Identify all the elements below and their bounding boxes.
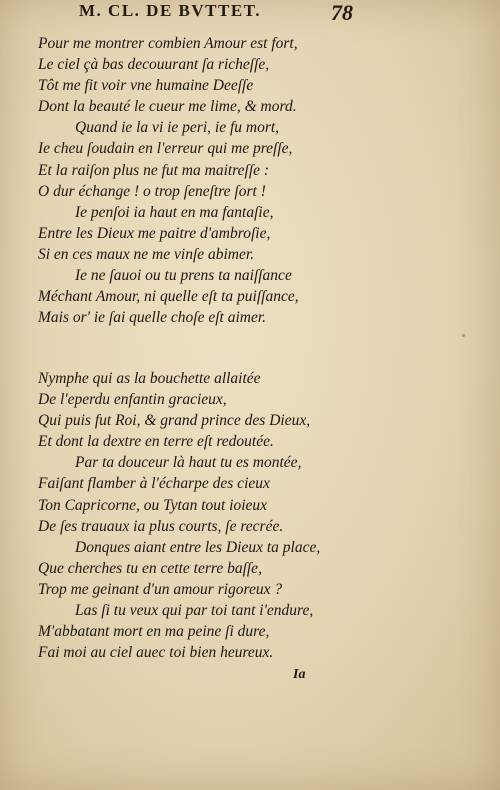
verse-line: Tôt me fit voir vne humaine Deeſſe	[38, 77, 254, 95]
verse-line: De ſes trauaux ia plus courts, ſe recrée.	[38, 517, 284, 535]
ink-spot	[462, 334, 465, 337]
running-head: M. CL. DE BVTTET.	[79, 1, 261, 20]
verse-line: Las ſi tu veux qui par toi tant i'endure,	[75, 602, 314, 620]
verse-line: Que cherches tu en cette terre baſſe,	[38, 559, 262, 577]
verse-line: Si en ces maux ne me vinſe abimer.	[38, 245, 255, 263]
verse-line: Pour me montrer combien Amour est fort,	[38, 35, 298, 52]
sonnet-2	[0, 368, 500, 663]
verse-line: Ie ne ſauoi ou tu prens ta naiſſance	[75, 267, 292, 285]
verse-line: Dont la beauté le cueur me lime, & mord.	[38, 98, 297, 116]
verse-line: Mais or' ie ſai quelle choſe eſt aimer.	[38, 309, 267, 327]
verse-line: Le ciel çà bas decouurant ſa richeſſe,	[38, 56, 270, 74]
verse-line: Trop me geinant d'un amour rigoreux ?	[38, 580, 283, 598]
verse-line: Donques aiant entre les Dieux ta place,	[75, 538, 321, 556]
sonnet-1	[0, 33, 500, 328]
catchword: Ia	[293, 667, 306, 682]
page-number: 78	[331, 0, 353, 25]
verse-line: O dur échange ! o trop ſeneſtre ſort !	[38, 182, 266, 200]
verse-line: De l'eperdu enfantin gracieux,	[38, 391, 227, 409]
verse-line: Ie cheu ſoudain en l'erreur qui me preſſe,	[38, 140, 293, 158]
verse-line: Entre les Dieux me paitre d'ambroſie,	[38, 224, 271, 242]
verse-line: Faiſant flamber à l'écharpe des cieux	[38, 475, 270, 493]
verse-line: Fai moi au ciel auec toi bien heureux.	[38, 644, 274, 662]
verse-line: Méchant Amour, ni quelle eſt ta puiſſance,	[38, 288, 299, 306]
verse-line: Nymphe qui as la bouchette allaitée	[38, 370, 261, 387]
verse-line: Ie penſoi ia haut en ma fantaſie,	[75, 203, 274, 221]
verse-line: Quand ie la vi ie peri, ie fu mort,	[75, 119, 280, 137]
page-header	[0, 0, 500, 30]
verse-line: Et la raiſon plus ne fut ma maitreſſe :	[38, 161, 270, 179]
verse-line: Ton Capricorne, ou Tytan tout ioieux	[38, 496, 268, 514]
verse-line: Par ta douceur là haut tu es montée,	[75, 454, 302, 472]
verse-line: M'abbatant mort en ma peine ſi dure,	[38, 623, 270, 641]
verse-line: Et dont la dextre en terre eſt redoutée.	[38, 433, 274, 451]
verse-line: Qui puis fut Roi, & grand prince des Dieux,	[38, 412, 311, 430]
